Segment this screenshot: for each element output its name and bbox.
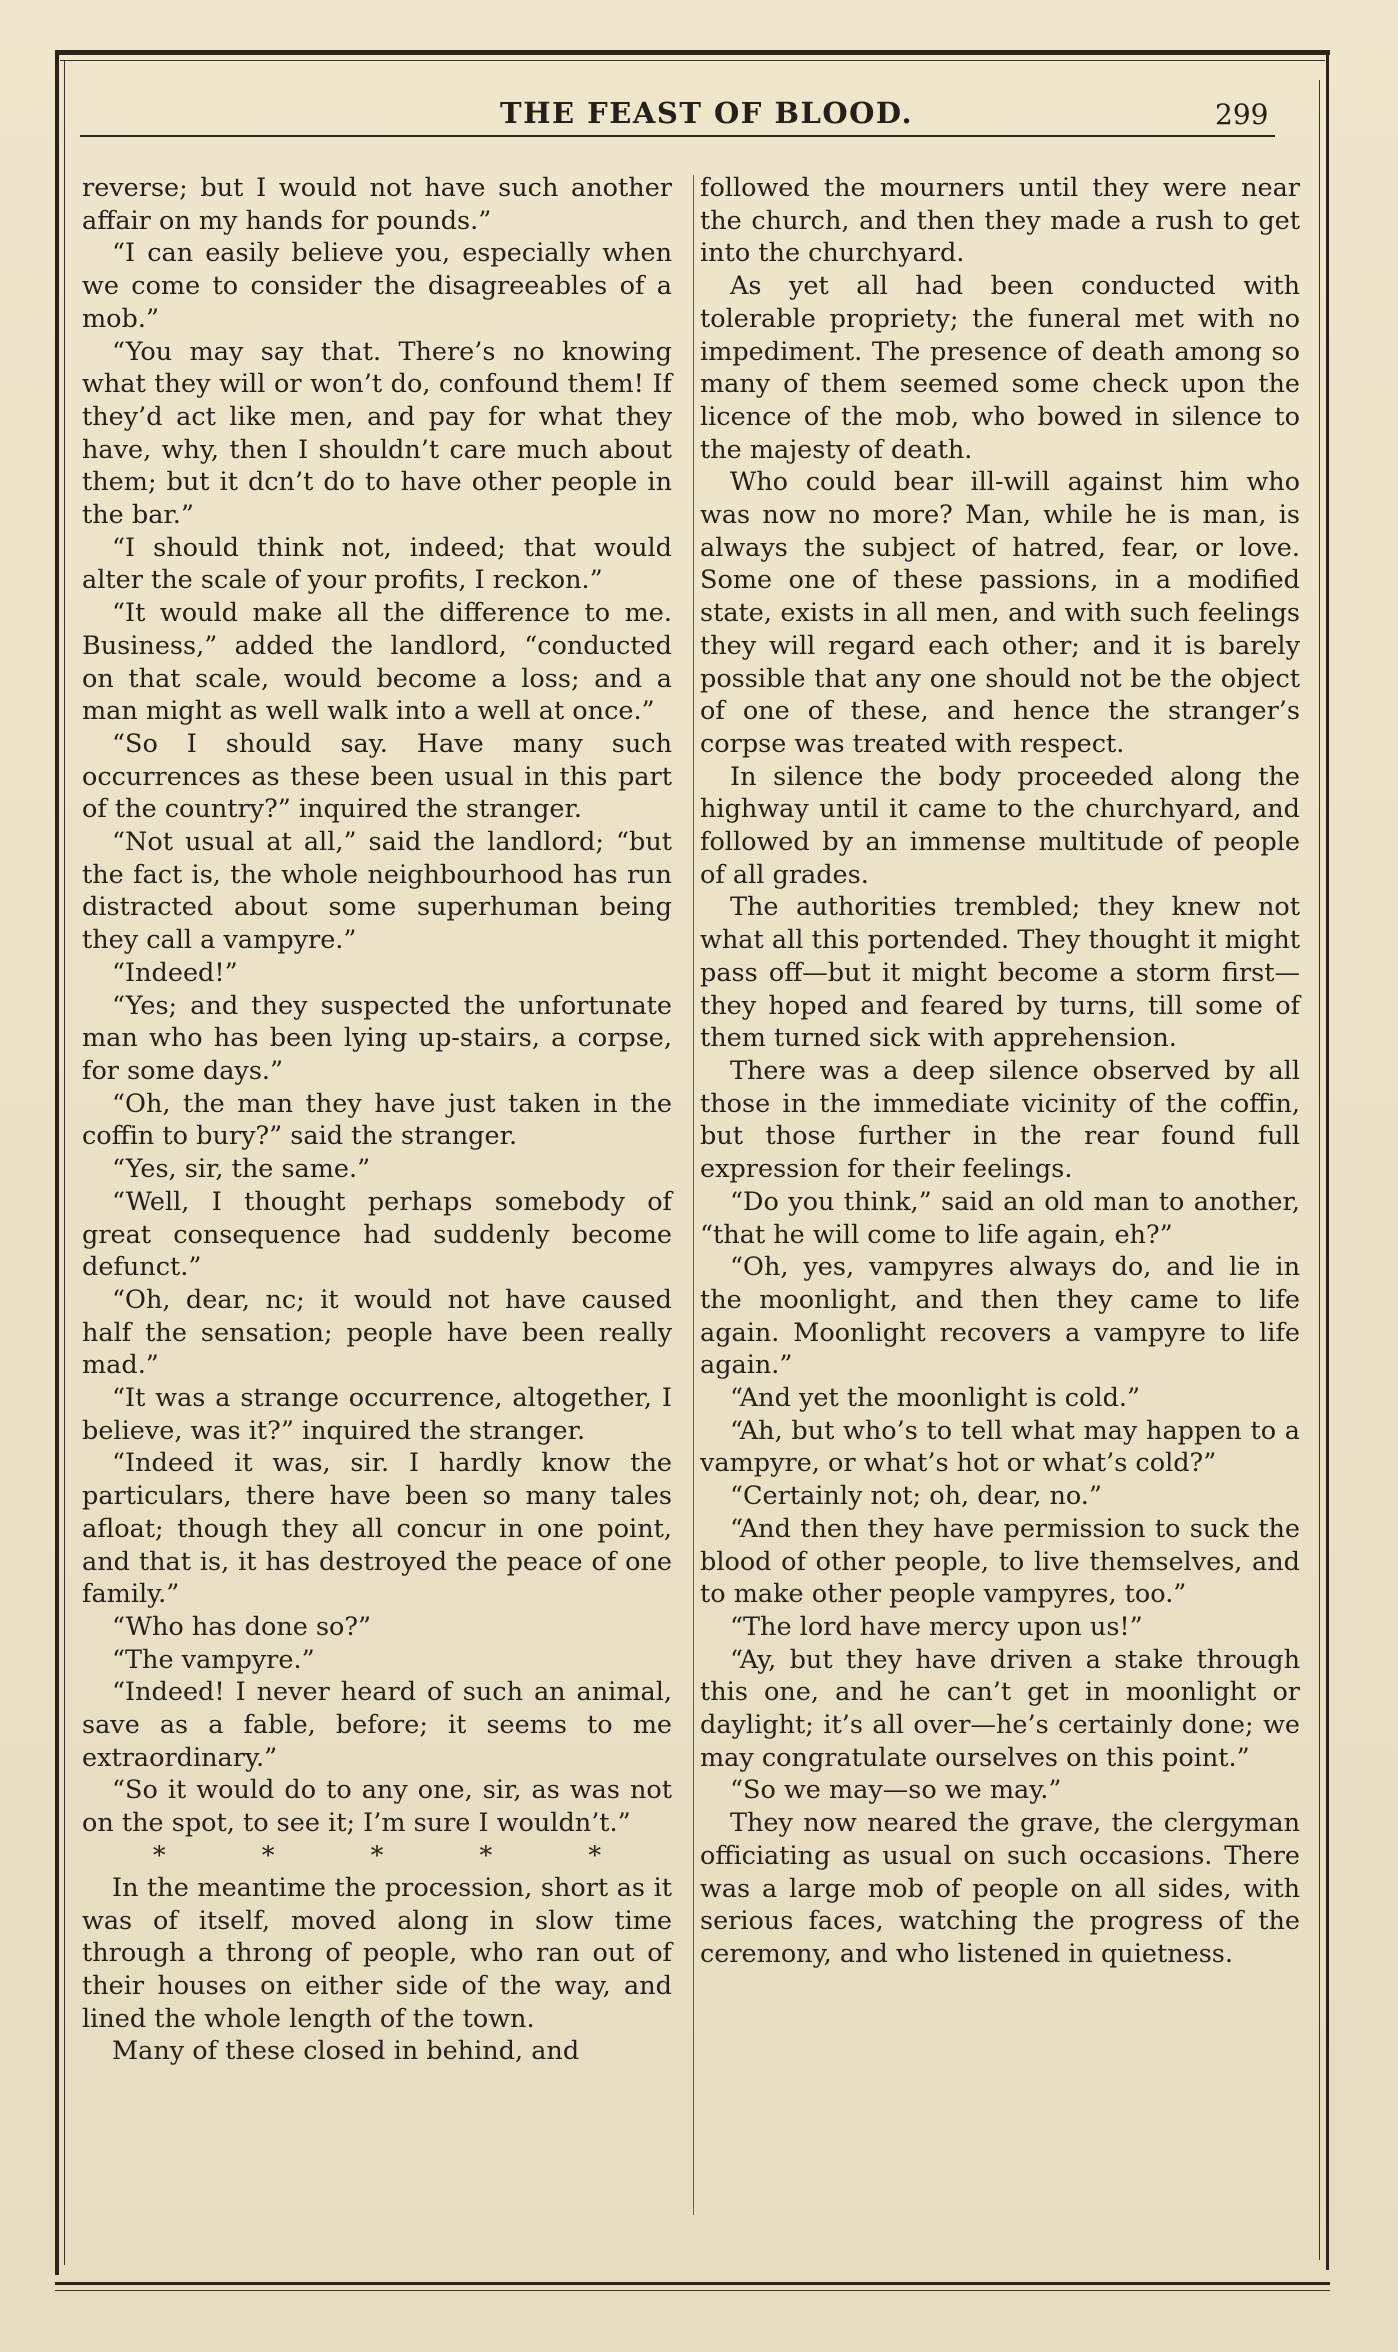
frame-right-inner-border [1319,80,1320,2260]
paragraph: “I should think not, indeed; that would alter the scale of your profits, I reckon.” [82,532,672,596]
paragraph: In silence the body proceeded along the highway until it came to the churchyard, and followed by an immense multitude of people of all grades. [700,761,1300,890]
paragraph: “And yet the moonlight is cold.” [730,1383,1141,1414]
section-break-stars: * * * * * [152,1840,646,1871]
frame-top-inner-border [60,60,1325,61]
frame-top-border [55,50,1330,55]
paragraph: reverse; but I would not have such another affair on my hands for pounds.” [82,173,672,236]
paragraph: “Not usual at all,” said the landlord; “but the fact is, the whole neighbourhood has run distracted about some superhuman being they call a vampyre.” [82,827,672,956]
paragraph: They now neared the grave, the clergyman officiating as usual on such occasions. There was a large mob of people on all sides, with serious faces, watching the progress of the ceremony, and who listened in quietness. [700,1808,1300,1969]
paragraph: “Oh, dear, nc; it would not have caused half the sensation; people have been really mad.” [82,1284,672,1381]
page-number: 299 [1215,98,1269,131]
paragraph: Who could bear ill-will against him who was now no more? Man, while he is man, is always the subject of hatred, fear, or love. Some one of these passions, in a modified state, exists in all men, and with such feelings they will regard each other; and it is barely possible that any one should not be the object of one of these, and hence the stranger’s corpse was treated with respect. [700,467,1300,759]
paragraph: There was a deep silence observed by all those in the immediate vicinity of the coffin, but those further in the rear found full expression for their feelings. [700,1055,1300,1185]
paragraph: “The lord have mercy upon us!” [730,1611,1143,1642]
paragraph: “It would make all the difference to me. Business,” added the landlord, “conducted on that scale, would become a loss; and a man might as well walk into a well at once.” [82,598,672,727]
frame-left-inner-border [64,60,65,2265]
frame-bottom-inner-border [55,2290,1330,2291]
header-rule [80,135,1275,137]
paragraph: “Well, I thought perhaps somebody of great consequence had suddenly become defunct.” [82,1186,672,1283]
paragraph: As yet all had been conducted with tolerable propriety; the funeral met with no impediment. The presence of death among so many of them seemed some check upon the licence of the mob, who bowed in silence to the majesty of death. [700,271,1300,465]
paragraph: “So it would do to any one, sir, as was not on the spot, to see it; I’m sure I wouldn’t.” [82,1775,672,1839]
running-title: THE FEAST OF BLOOD. [500,96,914,130]
paragraph: “Oh, yes, vampyres always do, and lie in the moonlight, and then they came to life again. Moonlight recovers a vampyre to life again.” [700,1252,1300,1381]
paragraph: “Certainly not; oh, dear, no.” [730,1481,1102,1512]
paragraph: The authorities trembled; they knew not what all this portended. They thought it might pass off—but it might become a storm first—they hoped and feared by turns, till some of them turned sick with apprehension. [700,892,1300,1054]
paragraph: “Indeed it was, sir. I hardly know the particulars, there have been so many tales afloat; though they all concur in one point, and that is, it has destroyed the peace of one family.” [82,1448,672,1610]
paragraph: “The vampyre.” [112,1644,315,1675]
paragraph: “Yes; and they suspected the unfortunate man who has been lying up-stairs, a corpse, for some days.” [82,990,672,1086]
paragraph: followed the mourners until they were near the church, and then they made a rush to get into the churchyard. [700,173,1300,269]
paragraph: “And then they have permission to suck the blood of other people, to live themselves, and to make other people vampyres, too.” [700,1513,1300,1610]
paragraph: “Indeed! I never heard of such an animal, save as a fable, before; it seems to me extraordinary.” [82,1677,672,1773]
paragraph: “I can easily believe you, especially when we come to consider the disagreeables of a mob.” [82,238,672,334]
paragraph: “Ay, but they have driven a stake through this one, and he can’t get in moonlight or daylight; it’s all over—he’s certainly done; we may congratulate ourselves on this point.” [700,1644,1300,1773]
paragraph: “It was a strange occurrence, altogether, I believe, was it?” inquired the stranger. [82,1383,672,1446]
paragraph: “Indeed!” [112,957,238,988]
page-header [80,88,1280,138]
paragraph: “So we may—so we may.” [730,1775,1062,1806]
paragraph: “Ah, but who’s to tell what may happen to a vampyre, or what’s hot or what’s cold?” [700,1415,1300,1479]
paragraph: “Do you think,” said an old man to another, “that he will come to life again, eh?” [700,1186,1300,1250]
paragraph: “You may say that. There’s no knowing what they will or won’t do, confound them! If they’d act like men, and pay for what they have, why, then I shouldn’t care much about them; but it dcn’t do to have other people in the bar.” [82,336,672,531]
frame-right-border [1326,50,1329,2270]
left-column [82,172,672,2068]
paragraph: “Who has done so?” [112,1611,372,1642]
paragraph: “Yes, sir, the same.” [112,1154,371,1185]
paragraph: “Oh, the man they have just taken in the coffin to bury?” said the stranger. [82,1088,672,1152]
paragraph: “So I should say. Have many such occurrences as these been usual in this part of the country?” inquired the stranger. [82,728,672,825]
paragraph: In the meantime the procession, short as it was of itself, moved along in slow time through a throng of people, who ran out of their houses on either side of the way, and lined the whole length of the town. [82,1872,672,2034]
right-column [700,172,1300,1971]
column-divider [693,175,694,2215]
frame-left-border [55,50,59,2275]
frame-bottom-border [55,2282,1330,2285]
paragraph: Many of these closed in behind, and [112,2036,580,2067]
